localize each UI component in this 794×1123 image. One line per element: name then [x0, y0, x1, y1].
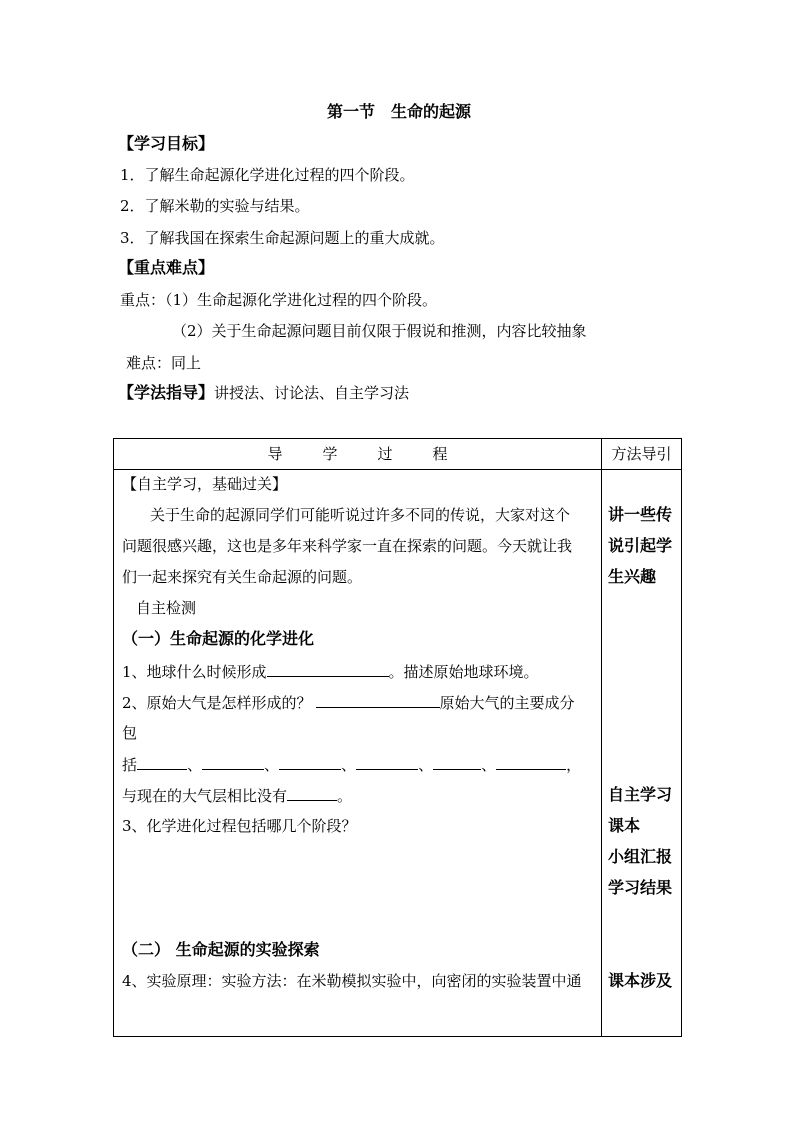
goal-item: 2．了解米勒的实验与结果。 [120, 197, 310, 215]
answer-blank[interactable] [202, 754, 264, 770]
study-process-table [113, 438, 682, 1037]
keypoints-heading: 【重点难点】 [118, 258, 215, 277]
method-note: 说引起学 [608, 536, 673, 555]
question-2-end: 与现在的大气层相比没有 。 [122, 787, 353, 805]
method-notes-cell [602, 470, 682, 1037]
goal-item: 1．了解生命起源化学进化过程的四个阶段。 [120, 166, 415, 184]
section-title: 【自主学习，基础过关】 [122, 475, 288, 493]
zhongdian-line-1: 重点：（1）生命起源化学进化过程的四个阶段。 [120, 291, 438, 309]
method-note: 生兴趣 [608, 567, 657, 586]
zhongdian-line-2: （2）关于生命起源问题目前仅限于假说和推测，内容比较抽象 [172, 322, 587, 340]
process-cell [114, 470, 602, 1037]
answer-blank[interactable] [316, 692, 440, 708]
self-check-label: 自主检测 [136, 599, 197, 617]
question-2: 2、原始大气是怎样形成的？ 原始大气的主要成分 [122, 694, 575, 712]
method-note: 课本 [608, 816, 641, 835]
goals-heading: 【学习目标】 [118, 134, 215, 153]
question-4: 4、实验原理：实验方法：在米勒模拟实验中，向密闭的实验装置中通 [122, 972, 582, 990]
method-note: 课本涉及 [608, 971, 673, 990]
answer-blank[interactable] [267, 661, 389, 677]
intro-line-3: 们一起来探究有关生命起源的问题。 [122, 568, 363, 586]
method-text: 讲授法、讨论法、自主学习法 [214, 384, 410, 402]
method-note: 小组汇报 [608, 847, 673, 866]
question-1: 1、地球什么时候形成 。描述原始地球环境。 [122, 663, 539, 681]
part2-title: （二） 生命起源的实验探索 [122, 940, 320, 959]
answer-blank[interactable] [433, 754, 481, 770]
answer-blank[interactable] [356, 754, 418, 770]
table-header-method: 方法导引 [602, 439, 682, 470]
question-2-list: 括 、 、 、 、 、 ， [122, 756, 582, 774]
page-title: 第一节 生命的起源 [327, 102, 472, 121]
question-2-cont: 包 [122, 724, 138, 742]
nandian-line: 难点：同上 [126, 354, 202, 372]
method-note: 自主学习 [608, 785, 673, 804]
table-header-process: 导 学 过 程 [114, 439, 602, 470]
answer-blank[interactable] [279, 754, 341, 770]
method-note: 学习结果 [608, 878, 673, 897]
answer-blank[interactable] [496, 754, 566, 770]
intro-line-1: 关于生命的起源同学们可能听说过许多不同的传说，大家对这个 [150, 506, 571, 524]
intro-line-2: 问题很感兴趣，这也是多年来科学家一直在探索的问题。今天就让我 [122, 537, 573, 555]
answer-blank[interactable] [137, 754, 187, 770]
method-note: 讲一些传 [608, 505, 673, 524]
part1-title: （一）生命起源的化学进化 [122, 629, 315, 648]
method-line [118, 383, 409, 403]
goal-item: 3．了解我国在探索生命起源问题上的重大成就。 [120, 229, 445, 247]
question-3: 3、化学进化过程包括哪几个阶段？ [122, 817, 357, 835]
method-heading: 【学法指导】 [118, 383, 215, 402]
answer-blank[interactable] [287, 785, 337, 801]
